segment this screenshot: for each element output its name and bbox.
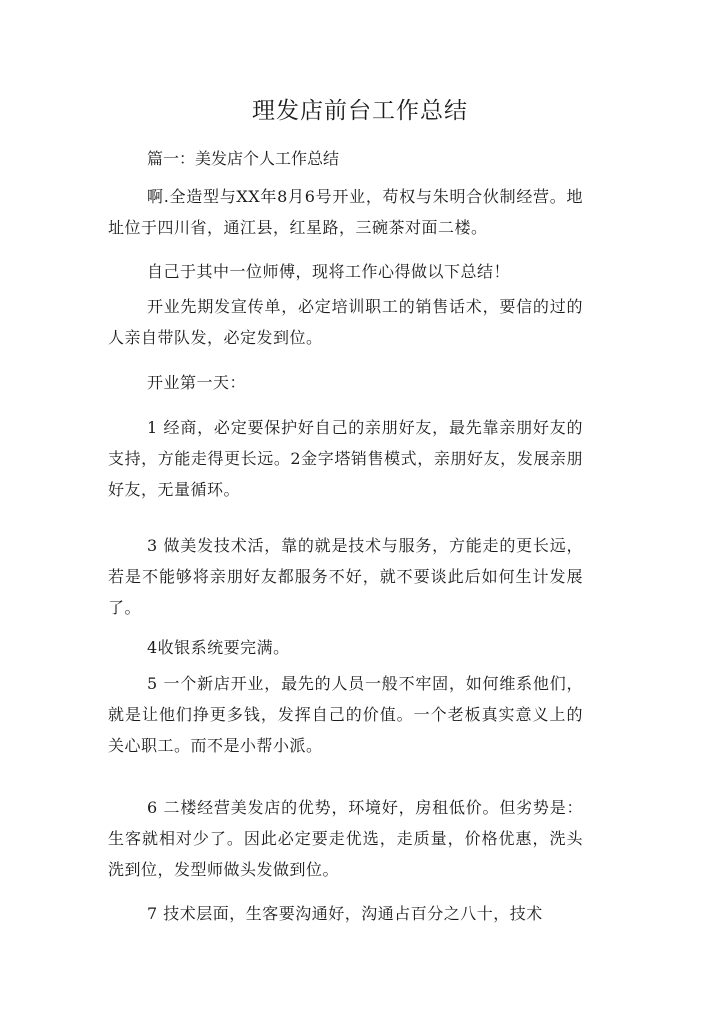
document-subtitle: 篇一：美发店个人工作总结 <box>147 149 340 168</box>
paragraph-item-6: 6 二楼经营美发店的优势，环境好，房租低价。但劣势是：生客就相对少了。因此必定要走优选，走质量，价格优惠，洗头洗到位，发型师做头发做到位。 <box>108 798 583 879</box>
document-title: 理发店前台工作总结 <box>252 98 468 124</box>
paragraph-first-day: 开业第一天： <box>147 373 247 392</box>
paragraph-item-5: 5 一个新店开业，最先的人员一般不牢固，如何维系他们，就是让他们挣更多钱，发挥自己的价值。一个老板真实意义上的关心职工。而不是小帮小派。 <box>108 674 583 755</box>
paragraph-flyers: 开业先期发宣传单，必定培训职工的销售话术，要信的过的人亲自带队发，必定发到位。 <box>108 297 583 347</box>
paragraph-item-4: 4收银系统要完满。 <box>147 638 290 657</box>
paragraph-item-3: 3 做美发技术活，靠的就是技术与服务，方能走的更长远，若是不能够将亲朋好友都服务不好，就不要谈此后如何生计发展了。 <box>108 536 583 617</box>
paragraph-item-1-2: 1 经商，必定要保护好自己的亲朋好友，最先靠亲朋好友的支持，方能走得更长远。2金字塔销售模式，亲朋好友，发展亲朋好友，无量循环。 <box>108 418 583 499</box>
paragraph-summary-intro: 自己于其中一位师傅，现将工作心得做以下总结！ <box>147 262 511 281</box>
paragraph-item-7: 7 技术层面，生客要沟通好，沟通占百分之八十，技术 <box>147 904 543 923</box>
paragraph-opening-address: 啊.全造型与XX年8月6号开业，苟权与朱明合伙制经营。地址位于四川省，通江县，红星路，三碗茶对面二楼。 <box>108 187 583 237</box>
